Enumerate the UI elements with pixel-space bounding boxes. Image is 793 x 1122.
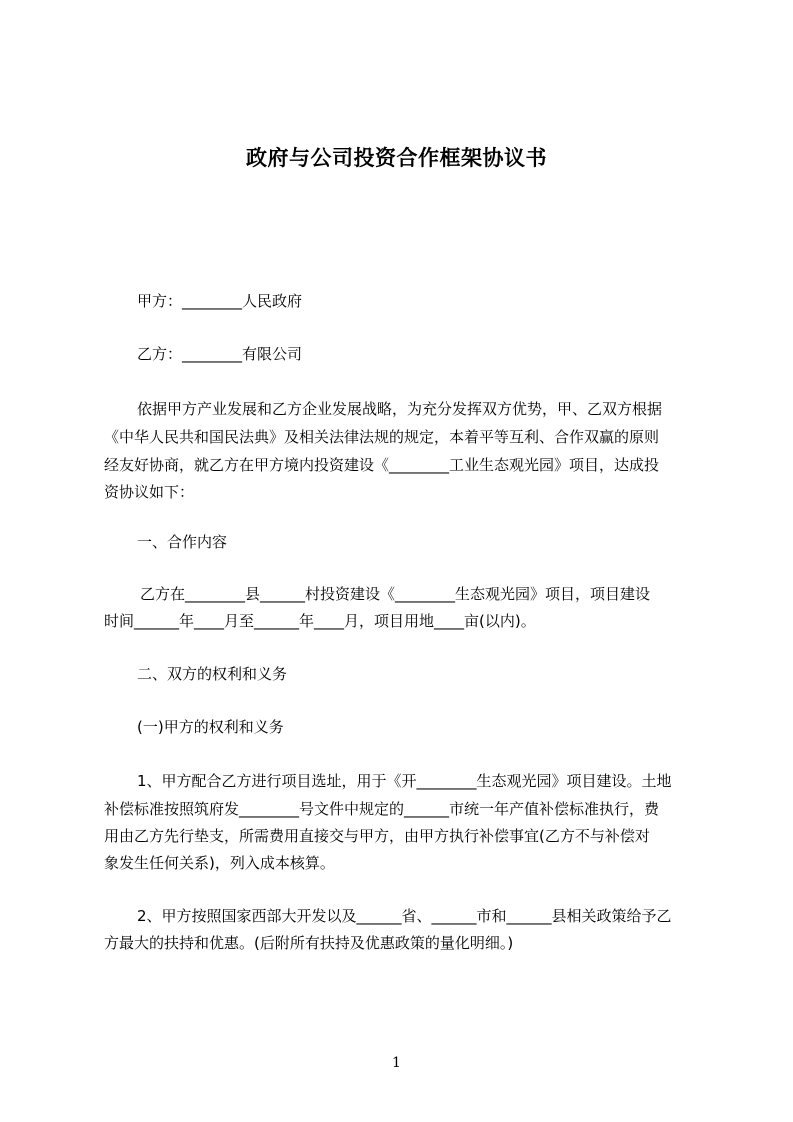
- paragraph-line: 用由乙方先行垫支，所需费用直接交与甲方，由甲方执行补偿事宜(乙方不与补偿对: [104, 827, 650, 845]
- section-1-heading: 一、合作内容: [137, 533, 228, 551]
- paragraph-line: 2、甲方按照国家西部大开发以及______省、______市和______县相关政策给予乙: [137, 907, 672, 925]
- section-2-subheading: (一)甲方的权利和义务: [137, 718, 284, 736]
- paragraph-line: 依据甲方产业发展和乙方企业发展战略，为充分发挥双方优势，甲、乙双方根据: [137, 400, 663, 418]
- paragraph-line: 时间______年____月至______年____月，项目用地____亩(以内)。: [104, 612, 536, 630]
- paragraph-line: 象发生任何关系)，列入成本核算。: [104, 854, 335, 872]
- page-number: 1: [392, 1055, 401, 1071]
- section-2-heading: 二、双方的权利和义务: [137, 665, 288, 683]
- party-b-line: 乙方：________有限公司: [137, 345, 303, 363]
- paragraph-line: 1、甲方配合乙方进行项目选址，用于《开________生态观光园》项目建设。土地: [137, 772, 672, 790]
- paragraph-line: 乙方在________县______村投资建设《________生态观光园》项目，项目建设: [140, 585, 651, 603]
- document-title: 政府与公司投资合作框架协议书: [246, 146, 547, 170]
- paragraph-line: 经友好协商，就乙方在甲方境内投资建设《________工业生态观光园》项目，达成投: [104, 456, 660, 474]
- party-a-line: 甲方：________人民政府: [137, 292, 303, 310]
- paragraph-line: 《中华人民共和国民法典》及相关法律法规的规定，本着平等互利、合作双赢的原则: [104, 428, 660, 446]
- paragraph-line: 资协议如下：: [104, 483, 195, 501]
- paragraph-line: 补偿标准按照筑府发________号文件中规定的______市统一年产值补偿标准执行，费: [104, 800, 660, 818]
- paragraph-line: 方最大的扶持和优惠。(后附所有扶持及优惠政策的量化明细。): [104, 934, 514, 952]
